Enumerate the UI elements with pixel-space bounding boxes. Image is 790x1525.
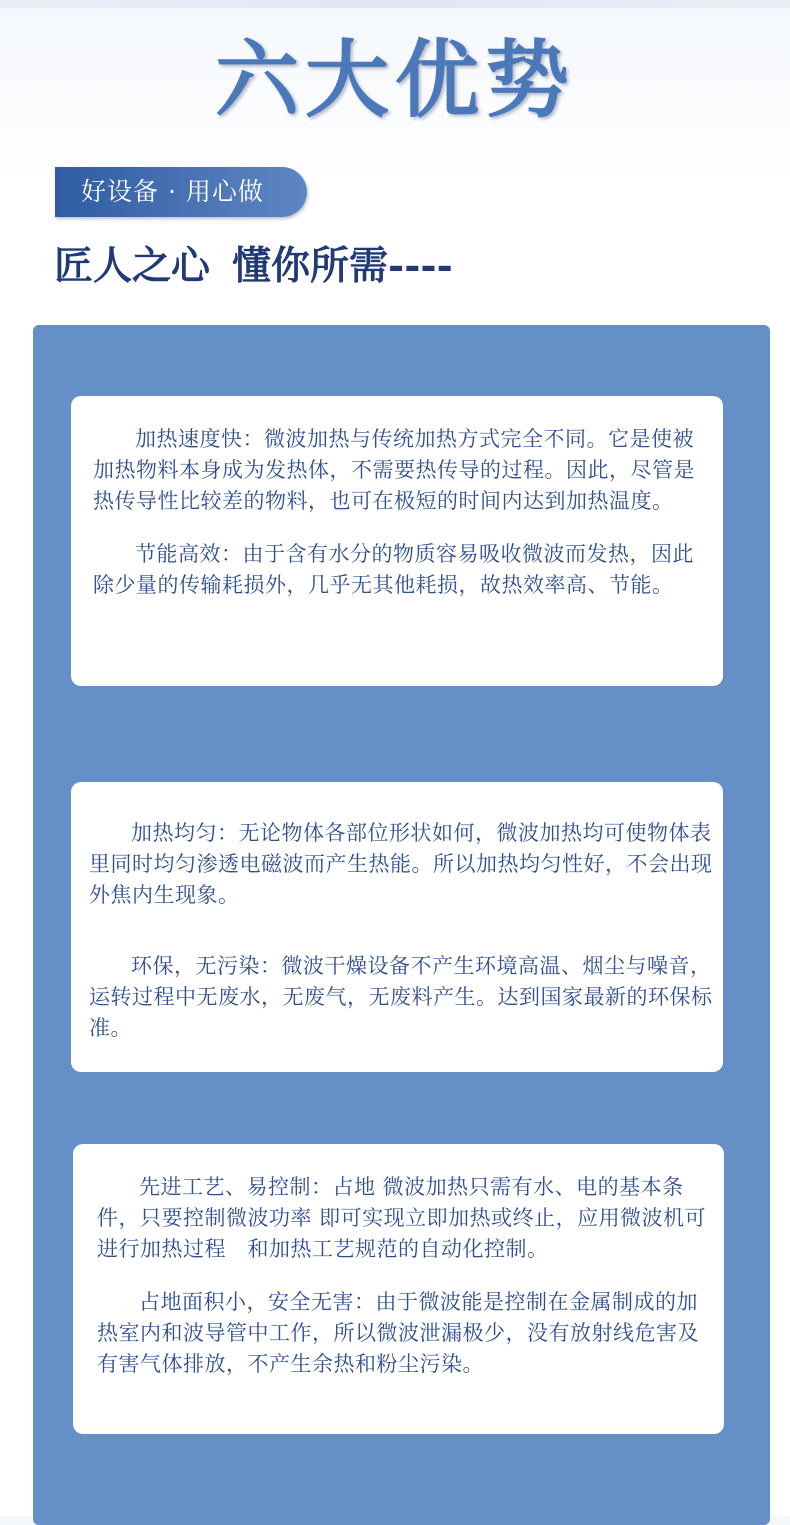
advantage-card-2 [71,782,723,1072]
advantage-energy-saving: 节能高效：由于含有水分的物质容易吸收微波而发热，因此除少量的传输耗损外，几乎无其他耗损，故热效率高、节能。 [93,542,694,597]
page-title: 六大优势 [214,31,575,129]
advantage-heating-speed: 加热速度快：微波加热与传统加热方式完全不同。它是使被加热物料本身成为发热体，不需要热传导的过程。因此，尽管是热传导性比较差的物料，也可在极短的时间内达到加热温度。 [93,427,695,513]
advantage-card-1 [71,396,723,686]
top-decoration [0,0,790,8]
subtitle-part-1: 匠人之心 [54,243,211,289]
subtitle-part-2: 懂你所需---- [232,243,453,289]
advantage-easy-control: 先进工艺、易控制：占地 微波加热只需有水、电的基本条件，只要控制微波功率 即可实现立即加热或终止，应用微波机可进行加热过程 和加热工艺规范的自动化控制。 [97,1175,707,1261]
slogan-badge: 好设备 · 用心做 [55,167,307,217]
advantage-eco-friendly: 环保，无污染：微波干燥设备不产生环境高温、烟尘与噪音，运转过程中无废水，无废气，无废料产生。达到国家最新的环保标准。 [89,954,713,1040]
subtitle [54,238,453,294]
advantage-uniform-heating: 加热均匀：无论物体各部位形状如何，微波加热均可使物体表里同时均匀渗透电磁波而产生热能。所以加热均匀性好，不会出现外焦内生现象。 [89,821,713,907]
advantage-card-3 [73,1144,724,1434]
advantage-safe-compact: 占地面积小，安全无害：由于微波能是控制在金属制成的加热室内和波导管中工作，所以微波泄漏极少，没有放射线危害及有害气体排放，不产生余热和粉尘污染。 [97,1290,699,1376]
